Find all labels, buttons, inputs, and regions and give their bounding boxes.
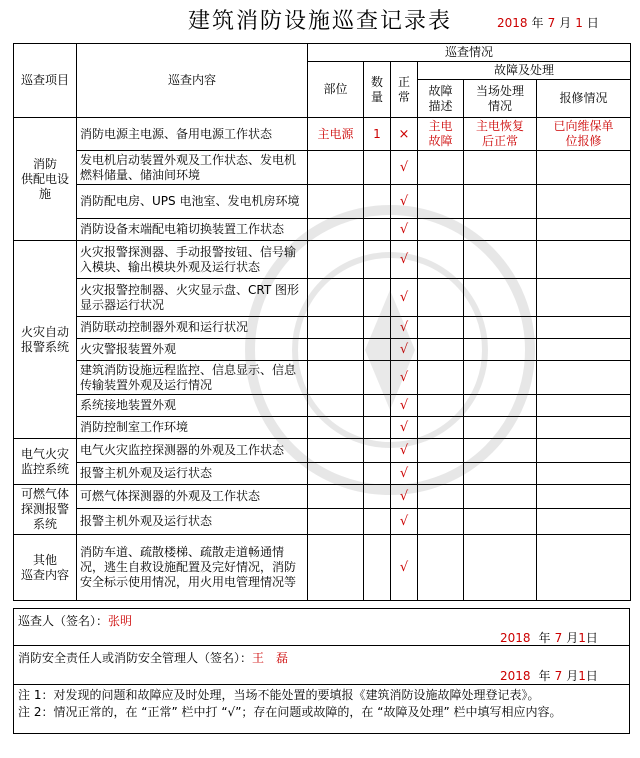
- inspector-label: 巡查人（签名）：: [18, 614, 109, 628]
- row-content: 报警主机外观及运行状态: [77, 509, 308, 535]
- manager-date: 2018 年 7 月1日: [500, 669, 598, 683]
- group-name: 火灾自动 报警系统: [14, 241, 77, 439]
- table-row: [14, 361, 631, 395]
- row-normal-mark: √: [391, 395, 418, 417]
- row-content: 消防联动控制器外观和运行状况: [77, 317, 308, 339]
- row-content: 建筑消防设施远程监控、信息显示、信息传输装置外观及运行情况: [77, 361, 308, 395]
- row-content: 消防设备末端配电箱切换装置工作状态: [77, 219, 308, 241]
- table-row: [14, 439, 631, 463]
- header-location: 部位: [308, 62, 364, 118]
- note-2: 注 2：情况正常的，在 “正常” 栏中打 “√”；存在问题或故障的，在 “故障及处理” 栏中填写相应内容。: [18, 705, 562, 719]
- row-content: 消防控制室工作环境: [77, 417, 308, 439]
- row-normal-mark: √: [391, 509, 418, 535]
- row-normal-mark: √: [391, 219, 418, 241]
- header-repair: 报修情况: [537, 80, 631, 118]
- manager-name: 王 磊: [252, 651, 289, 665]
- header-date: [497, 14, 599, 31]
- header-quantity: 数 量: [364, 62, 391, 118]
- date-day-unit: 日: [586, 16, 599, 30]
- table-row: [14, 417, 631, 439]
- table-row: [14, 219, 631, 241]
- notes-block: [13, 684, 630, 734]
- row-normal-mark: √: [391, 361, 418, 395]
- row-normal-mark: √: [391, 241, 418, 279]
- table-row: [14, 279, 631, 317]
- header-onsite: 当场处理 情况: [464, 80, 537, 118]
- table-row: [14, 151, 631, 185]
- header-normal: 正 常: [391, 62, 418, 118]
- table-row: [14, 509, 631, 535]
- header-content: 巡查内容: [77, 44, 308, 118]
- row-content: 系统接地装置外观: [77, 395, 308, 417]
- table-row: [14, 185, 631, 219]
- row-content: 火灾警报装置外观: [77, 339, 308, 361]
- inspection-table: [13, 43, 631, 601]
- table-row: [14, 241, 631, 279]
- row-content: 报警主机外观及运行状态: [77, 463, 308, 485]
- manager-label: 消防安全责任人或消防安全管理人（签名）：: [18, 651, 253, 665]
- date-month-unit: 月: [559, 16, 572, 30]
- row-repair: 已向维保单 位报修: [537, 118, 631, 151]
- row-location: 主电源: [308, 118, 364, 151]
- row-normal-mark: √: [391, 439, 418, 463]
- date-year: 2018: [497, 16, 528, 30]
- group-name: 电气火灾 监控系统: [14, 439, 77, 485]
- table-row: [14, 317, 631, 339]
- row-normal-mark: √: [391, 185, 418, 219]
- inspector-name: 张明: [108, 614, 133, 628]
- row-content: 消防配电房、UPS 电池室、发电机房环境: [77, 185, 308, 219]
- row-normal-mark: √: [391, 417, 418, 439]
- row-content: 消防车道、疏散楼梯、疏散走道畅通情况，逃生自救设施配置及完好情况，消防安全标示使用情况，用火用电管理情况等: [77, 535, 308, 601]
- row-onsite: 主电恢复 后正常: [464, 118, 537, 151]
- row-content: 火灾报警探测器、手动报警按钮、信号输入模块、输出模块外观及运行状态: [77, 241, 308, 279]
- group-name: 其他 巡查内容: [14, 535, 77, 601]
- note-1: 注 1：对发现的问题和故障应及时处理，当场不能处置的要填报《建筑消防设施故障处理登记表》。: [18, 688, 540, 702]
- table-row: [14, 485, 631, 509]
- table-row: [14, 463, 631, 485]
- table-row: [14, 535, 631, 601]
- row-normal-mark: √: [391, 463, 418, 485]
- inspector-signature-block: [13, 608, 630, 646]
- row-normal-mark: ×: [391, 118, 418, 151]
- header-item: 巡查项目: [14, 44, 77, 118]
- header-situation: 巡查情况: [308, 44, 631, 62]
- row-fault-desc: 主电 故障: [418, 118, 464, 151]
- group-name: 可燃气体 探测报警 系统: [14, 485, 77, 535]
- form-title: 建筑消防设施巡查记录表: [187, 9, 452, 34]
- table-row: [14, 339, 631, 361]
- row-content: 发电机启动装置外观及工作状态、发电机燃料储量、储油间环境: [77, 151, 308, 185]
- table-row: [14, 118, 631, 151]
- manager-signature-block: [13, 645, 630, 685]
- row-normal-mark: √: [391, 151, 418, 185]
- row-normal-mark: √: [391, 535, 418, 601]
- row-normal-mark: √: [391, 485, 418, 509]
- row-content: 电气火灾监控探测器的外观及工作状态: [77, 439, 308, 463]
- row-normal-mark: √: [391, 339, 418, 361]
- date-year-unit: 年: [531, 16, 544, 30]
- date-month: 7: [547, 16, 556, 30]
- row-content: 可燃气体探测器的外观及工作状态: [77, 485, 308, 509]
- inspector-date: 2018 年 7 月1日: [500, 631, 598, 645]
- row-quantity: 1: [364, 118, 391, 151]
- date-day: 1: [575, 16, 583, 30]
- row-content: 消防电源主电源、备用电源工作状态: [77, 118, 308, 151]
- row-normal-mark: √: [391, 317, 418, 339]
- group-name: 消防 供配电设 施: [14, 118, 77, 241]
- row-content: 火灾报警控制器、火灾显示盘、CRT 图形显示器运行状况: [77, 279, 308, 317]
- header-fault-handling: 故障及处理: [418, 62, 631, 80]
- table-row: [14, 395, 631, 417]
- header-fault-desc: 故障 描述: [418, 80, 464, 118]
- row-normal-mark: √: [391, 279, 418, 317]
